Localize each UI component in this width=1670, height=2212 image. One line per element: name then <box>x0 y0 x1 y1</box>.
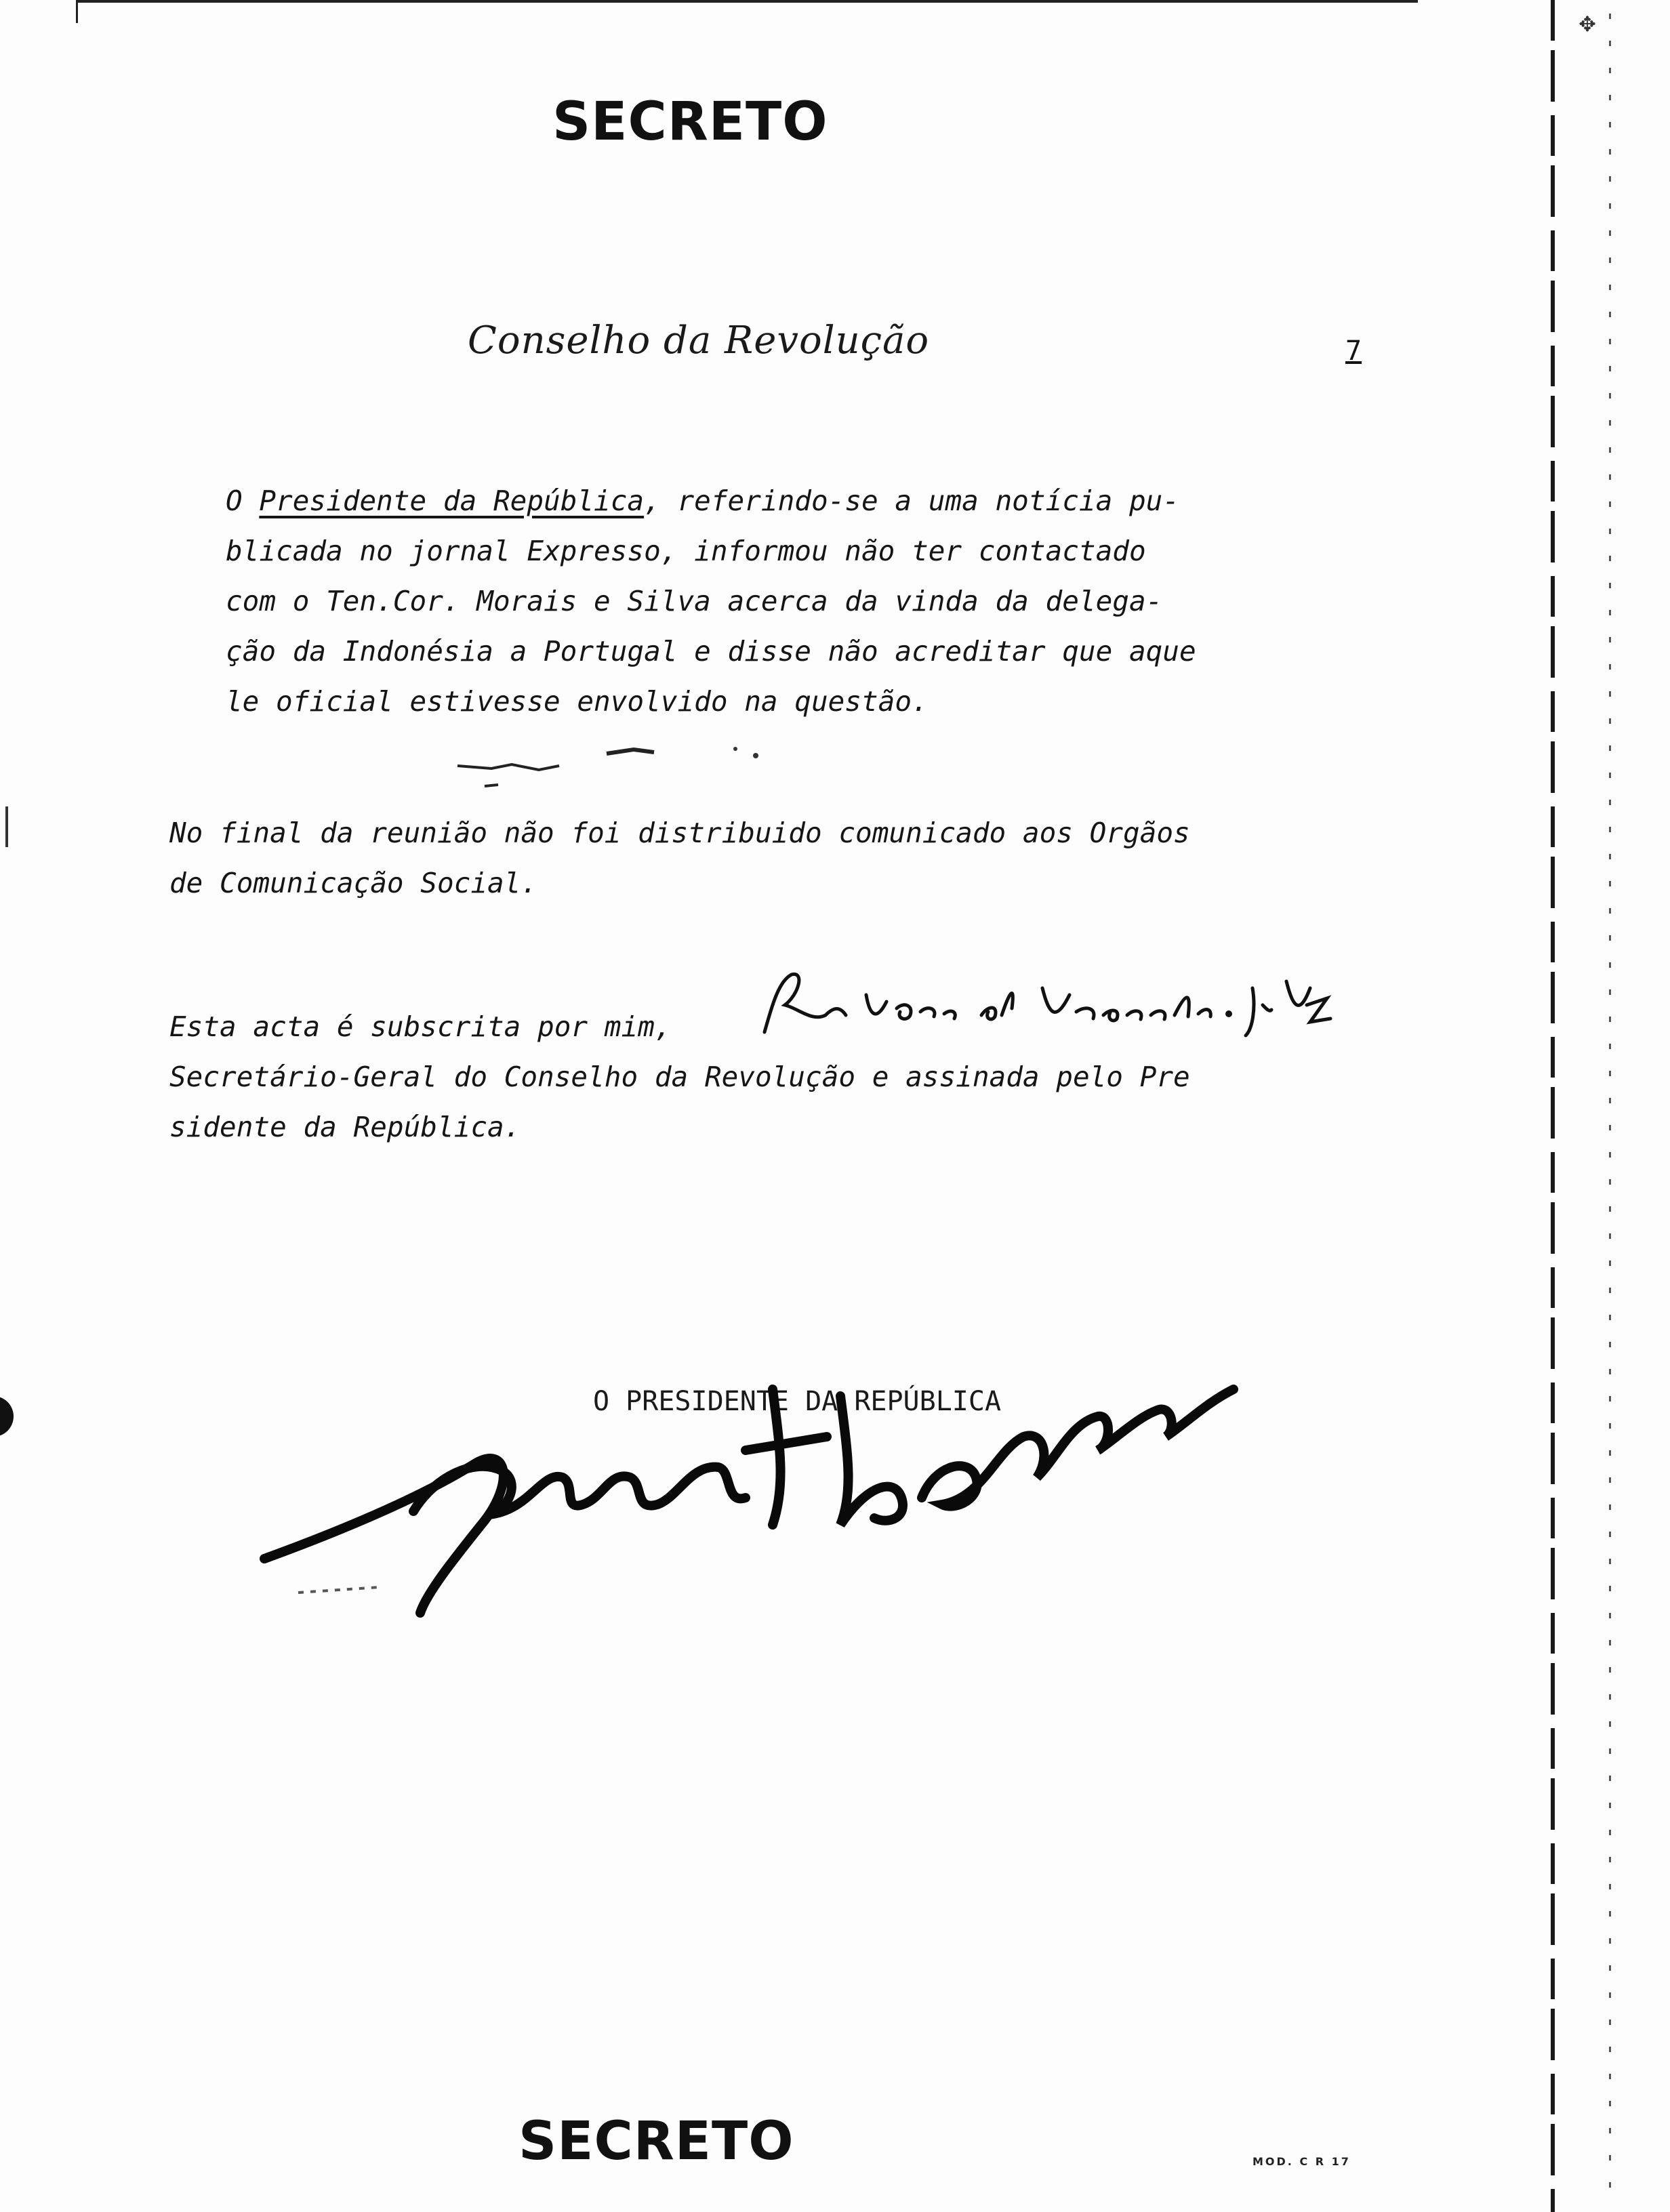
president-signature <box>258 1349 1261 1633</box>
paragraph-president-statement <box>226 476 1196 726</box>
president-label: O PRESIDENTE DA REPÚBLICA <box>593 1386 1002 1417</box>
paragraph-line: com o Ten.Cor. Morais e Silva acerca da vinda da delega- <box>226 585 1163 617</box>
paragraph-line: le oficial estivesse envolvido na questão. <box>226 685 929 718</box>
ink-smudge <box>451 739 790 793</box>
classification-stamp-bottom: SECRETO <box>518 2111 794 2172</box>
margin-mark <box>5 806 8 847</box>
punch-hole <box>0 1396 14 1437</box>
scan-top-edge <box>76 0 1418 3</box>
paragraph-line: No final da reunião não foi distribuido comunicado aos Orgãos <box>169 817 1190 849</box>
paragraph-line: O Presidente da República, referindo-se a uma notícia pu- <box>226 485 1179 517</box>
paragraph-line: Secretário-Geral do Conselho da Revolução e assinada pelo Pre <box>169 1061 1190 1093</box>
scan-right-edge <box>1551 0 1555 2212</box>
paragraph-line: ção da Indonésia a Portugal e disse não acreditar que aque <box>226 635 1196 668</box>
secretary-signature <box>751 968 1334 1042</box>
paragraph-line: blicada no jornal Expresso, informou não ter contactado <box>226 535 1146 567</box>
page-number: 7 <box>1345 335 1362 367</box>
form-code: MOD. C R 17 <box>1252 2155 1351 2168</box>
scan-left-edge <box>76 0 78 23</box>
underlined-phrase: Presidente da República <box>259 485 645 517</box>
classification-stamp-top: SECRETO <box>552 91 828 152</box>
paragraph-line: sidente da República. <box>169 1111 521 1143</box>
paragraph-communique <box>169 808 1190 908</box>
letterhead: Conselho da Revolução <box>468 319 930 363</box>
corner-stain-icon: ✥ <box>1579 7 1596 38</box>
scan-right-edge-dots <box>1609 14 1611 2196</box>
paragraph-line: de Comunicação Social. <box>169 867 538 899</box>
paragraph-line: Esta acta é subscrita por mim, <box>169 1010 672 1043</box>
